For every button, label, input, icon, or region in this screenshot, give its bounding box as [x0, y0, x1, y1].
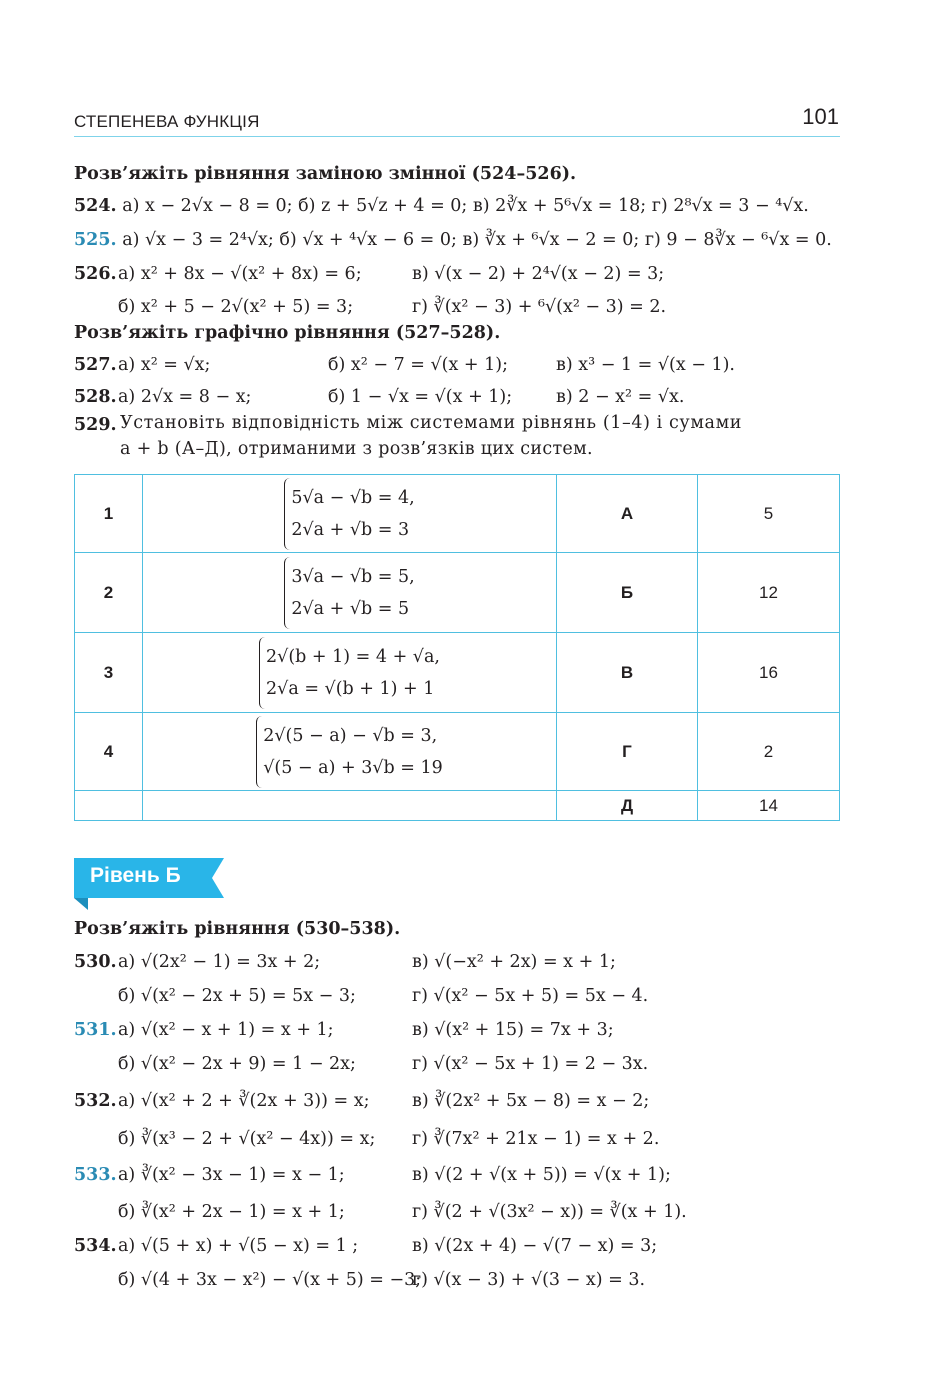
level-banner: [74, 858, 224, 898]
problem-534-a: а) √(5 + x) + √(5 − x) = 1 ;: [118, 1236, 359, 1256]
system-number: 3: [75, 633, 143, 713]
problem-528-a: а) 2√x = 8 − x;: [118, 387, 252, 407]
problem-526-v: в) √(x − 2) + 2⁴√(x − 2) = 3;: [412, 264, 665, 284]
problem-530-g: г) √(x² − 5x + 5) = 5x − 4.: [412, 986, 649, 1006]
problem-527-b: б) x² − 7 = √(x + 1);: [328, 355, 509, 375]
problem-529-line1: Установіть відповідність між системами рівнянь (1–4) і сумами: [120, 413, 743, 433]
problem-525: [74, 229, 832, 251]
heading-524-526: Розв’яжіть рівняння заміною змінної (524–526).: [74, 164, 577, 184]
problem-534-b: б) √(4 + 3x − x²) − √(x + 5) = −3;: [118, 1270, 422, 1290]
equation-2: 2√a + √b = 5: [291, 598, 410, 619]
equation-2: 2√a + √b = 3: [291, 519, 410, 540]
problem-number: 525.: [74, 230, 117, 250]
section-title: СТЕПЕНЕВА ФУНКЦІЯ: [74, 112, 260, 131]
problem-524: [74, 195, 809, 217]
problem-number: 530.: [74, 952, 117, 972]
answer-letter: Б: [557, 553, 698, 633]
problem-532: [74, 1090, 117, 1112]
problem-530-v: в) √(−x² + 2x) = x + 1;: [412, 952, 616, 972]
answer-value: 16: [698, 633, 840, 713]
table-row: [75, 633, 840, 713]
equation-2: 2√a = √(b + 1) + 1: [266, 678, 435, 699]
answer-value: 5: [698, 475, 840, 553]
answer-value: 14: [698, 791, 840, 821]
problem-531-b: б) √(x² − 2x + 9) = 1 − 2x;: [118, 1054, 356, 1074]
equation-1: 2√(5 − a) − √b = 3,: [263, 725, 438, 746]
problem-531-v: в) √(x² + 15) = 7x + 3;: [412, 1020, 614, 1040]
system-number: 2: [75, 553, 143, 633]
heading-527-528: Розв’яжіть графічно рівняння (527–528).: [74, 323, 501, 343]
system-number: 4: [75, 713, 143, 791]
problem-533: [74, 1164, 117, 1186]
problem-527-v: в) x³ − 1 = √(x − 1).: [556, 355, 735, 375]
problem-number: 532.: [74, 1091, 117, 1111]
system-number: [75, 791, 143, 821]
problem-532-g: г) ∛(7x² + 21x − 1) = x + 2.: [412, 1129, 660, 1149]
problem-530: [74, 951, 117, 973]
problem-530-b: б) √(x² − 2x + 5) = 5x − 3;: [118, 986, 356, 1006]
equation-system: [256, 716, 443, 788]
equation-1: 3√a − √b = 5,: [291, 566, 415, 587]
problem-number: 533.: [74, 1165, 117, 1185]
problem-531-g: г) √(x² − 5x + 1) = 2 − 3x.: [412, 1054, 649, 1074]
problem-532-v: в) ∛(2x² + 5x − 8) = x − 2;: [412, 1091, 650, 1111]
problem-number: 526.: [74, 264, 117, 284]
problem-531-a: а) √(x² − x + 1) = x + 1;: [118, 1020, 334, 1040]
matching-table: [74, 474, 840, 821]
answer-value: 12: [698, 553, 840, 633]
problem-530-a: а) √(2x² − 1) = 3x + 2;: [118, 952, 321, 972]
problem-528: [74, 386, 117, 408]
system-cell: [143, 633, 557, 713]
heading-530-538: Розв’яжіть рівняння (530–538).: [74, 919, 401, 939]
problem-526: [74, 263, 117, 285]
problem-533-v: в) √(2 + √(x + 5)) = √(x + 1);: [412, 1165, 671, 1185]
answer-letter: Г: [557, 713, 698, 791]
problem-533-g: г) ∛(2 + √(3x² − x)) = ∛(x + 1).: [412, 1202, 687, 1222]
problem-532-a: а) √(x² + 2 + ∛(2x + 3)) = x;: [118, 1091, 370, 1111]
problem-534: [74, 1235, 117, 1257]
system-cell: [143, 475, 557, 553]
table-row: [75, 791, 840, 821]
answer-value: 2: [698, 713, 840, 791]
problem-533-a: а) ∛(x² − 3x − 1) = x − 1;: [118, 1165, 345, 1185]
problem-text: а) x − 2√x − 8 = 0; б) z + 5√z + 4 = 0; в) 2∛x + 5⁶√x = 18; г) 2⁸√x = 3 − ⁴√x.: [122, 196, 809, 216]
problem-526-b: б) x² + 5 − 2√(x² + 5) = 3;: [118, 297, 354, 317]
equation-2: √(5 − a) + 3√b = 19: [263, 757, 443, 778]
problem-526-g: г) ∛(x² − 3) + ⁶√(x² − 3) = 2.: [412, 297, 667, 317]
problem-534-g: г) √(x − 3) + √(3 − x) = 3.: [412, 1270, 646, 1290]
problem-number: 534.: [74, 1236, 117, 1256]
problem-526-a: а) x² + 8x − √(x² + 8x) = 6;: [118, 264, 362, 284]
header-divider: [74, 136, 840, 137]
system-number: 1: [75, 475, 143, 553]
equation-system: [284, 478, 414, 550]
problem-529-line2: a + b (А–Д), отриманими з розв’язків цих систем.: [120, 439, 593, 459]
problem-533-b: б) ∛(x² + 2x − 1) = x + 1;: [118, 1202, 345, 1222]
problem-529: [74, 414, 117, 436]
system-cell: [143, 713, 557, 791]
problem-527: [74, 354, 117, 376]
problem-527-a: а) x² = √x;: [118, 355, 211, 375]
problem-number: 529.: [74, 415, 117, 435]
equation-system: [284, 557, 414, 629]
problem-532-b: б) ∛(x³ − 2 + √(x² − 4x)) = x;: [118, 1129, 376, 1149]
problem-number: 527.: [74, 355, 117, 375]
system-cell: [143, 553, 557, 633]
problem-528-v: в) 2 − x² = √x.: [556, 387, 685, 407]
problem-528-b: б) 1 − √x = √(x + 1);: [328, 387, 513, 407]
equation-1: 2√(b + 1) = 4 + √a,: [266, 646, 440, 667]
problem-534-v: в) √(2x + 4) − √(7 − x) = 3;: [412, 1236, 658, 1256]
answer-letter: В: [557, 633, 698, 713]
page-number: 101: [802, 104, 839, 129]
problem-number: 531.: [74, 1020, 117, 1040]
table-row: [75, 713, 840, 791]
system-cell: [143, 791, 557, 821]
problem-number: 528.: [74, 387, 117, 407]
problem-number: 524.: [74, 196, 117, 216]
problem-531: [74, 1019, 117, 1041]
table-row: [75, 475, 840, 553]
equation-system: [259, 637, 440, 709]
equation-1: 5√a − √b = 4,: [291, 487, 415, 508]
problem-text: а) √x − 3 = 2⁴√x; б) √x + ⁴√x − 6 = 0; в) ∛x + ⁶√x − 2 = 0; г) 9 − 8∛x − ⁶√x = 0.: [122, 230, 832, 250]
table-row: [75, 553, 840, 633]
answer-letter: А: [557, 475, 698, 553]
answer-letter: Д: [557, 791, 698, 821]
level-label: Рівень Б: [90, 864, 181, 887]
